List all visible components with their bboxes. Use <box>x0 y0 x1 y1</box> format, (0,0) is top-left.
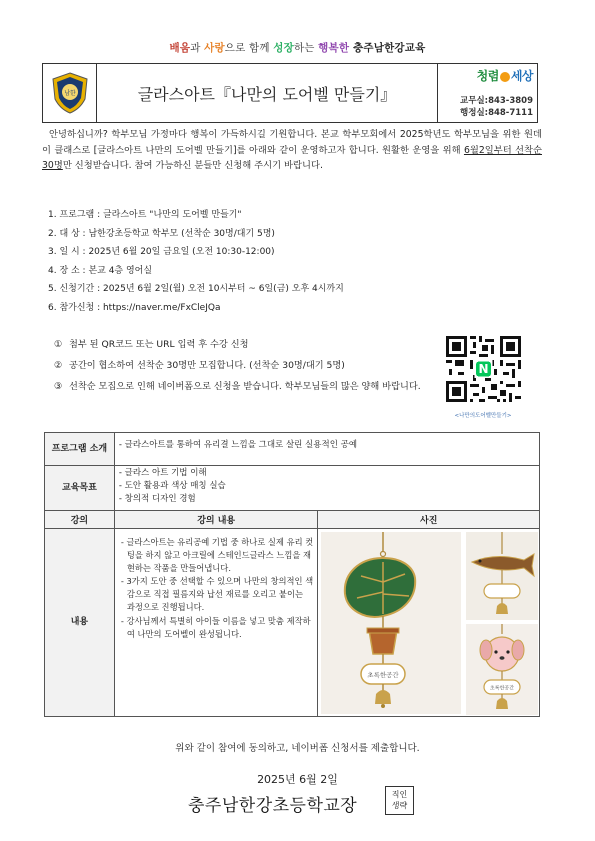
document-date: 2025년 6월 2일 <box>257 773 338 786</box>
brand-text: 세상 <box>510 69 533 83</box>
slogan-word-learning: 배움 <box>169 42 191 54</box>
slogan <box>0 40 595 55</box>
step-number: ③ <box>54 381 63 392</box>
content-description <box>114 529 318 717</box>
step-text: 선착순 모집으로 인해 네이버폼으로 신청을 받습니다. 학부모님들의 많은 양해 바랍니다. <box>69 381 421 392</box>
integrity-brand <box>477 67 533 84</box>
document-header <box>42 63 538 123</box>
detail-target: 2. 대 상 : 남한강초등학교 학부모 (선착순 30명/대기 5명) <box>48 228 275 239</box>
table-row <box>45 433 540 466</box>
svg-text:N: N <box>478 362 489 377</box>
content-item: - 3가지 도안 중 선택할 수 있으며 나만의 창의적인 색감으로 직접 필름지와 납선 재료를 오리고 붙이는 과정으로 진행됩니다. <box>120 576 314 613</box>
photo-name-tag: 초록한공간 <box>490 685 515 692</box>
official-seal-box <box>385 786 414 815</box>
program-details <box>48 206 344 318</box>
qr-caption: <나만의도어벨만들기> <box>454 413 512 419</box>
seal-text: 생략 <box>391 801 408 810</box>
slogan-word-love: 사랑 <box>204 42 225 54</box>
slogan-text: 으로 함께 <box>224 42 274 54</box>
slogan-text: 과 <box>190 42 205 54</box>
goal-list <box>114 466 539 511</box>
puppy-doorbell-photo <box>466 624 538 715</box>
intro-emphasis: 6월2일부터 선착순 30명 <box>42 144 542 172</box>
step-number: ① <box>54 339 63 350</box>
phone-numbers <box>460 96 533 119</box>
monstera-doorbell-photo <box>321 532 461 714</box>
detail-apply-link[interactable]: 6. 참가신청 : https://naver.me/FxCleJQa <box>48 302 221 313</box>
program-intro-text: - 글라스아트를 통하여 유리결 느낌을 그대로 살린 실용적인 공예 <box>114 433 539 466</box>
column-header-lecture: 강의 <box>45 511 115 529</box>
step-number: ② <box>54 360 63 371</box>
content-label: 내용 <box>45 529 115 717</box>
detail-period: 5. 신청기간 : 2025년 6월 2일(월) 오전 10시부터 ~ 6일(금) 오후 4시까지 <box>48 284 344 295</box>
content-item: - 강사님께서 특별히 아이들 이름을 넣고 맞춤 제작하여 나만의 도어벨이 완성됩니다. <box>120 615 311 639</box>
table-row <box>45 529 540 717</box>
photo-name-tag: 초록한공간 <box>367 671 400 679</box>
slogan-school: 충주남한강교육 <box>349 42 426 54</box>
intro-text: 만 신청받습니다. 참여 가능하신 분들만 신청해 주시기 바랍니다. <box>62 160 323 172</box>
school-emblem-icon <box>50 71 90 115</box>
phone-admin: 행정실:848-7111 <box>460 107 533 118</box>
school-logo <box>43 64 97 122</box>
brand-text: 청렴 <box>476 69 499 83</box>
phone-office: 교무실:843-3809 <box>460 96 533 107</box>
document-title: 글라스아트『나만의 도어벨 만들기』 <box>137 84 397 104</box>
slogan-word-growth: 성장 <box>273 42 294 54</box>
header-contact <box>437 64 537 122</box>
step-text: 첨부 된 QR코드 또는 URL 입력 후 수강 신청 <box>69 339 249 350</box>
svg-text:남한: 남한 <box>63 90 76 97</box>
principal-signature: 충주남한강초등학교장 <box>188 796 358 816</box>
goal-label: 교육목표 <box>45 466 115 511</box>
application-steps <box>54 336 424 395</box>
table-row <box>45 466 540 511</box>
photo-cell <box>318 529 540 717</box>
program-intro-label: 프로그램 소개 <box>45 433 115 466</box>
program-table <box>44 432 540 717</box>
step-item <box>54 336 424 353</box>
step-item <box>54 378 424 395</box>
detail-location: 4. 장 소 : 본교 4층 영어실 <box>48 265 153 276</box>
slogan-text: 하는 <box>293 42 319 54</box>
goal-item: - 글라스 아트 기법 이해 <box>118 468 207 478</box>
table-header-row <box>45 511 540 529</box>
smile-icon <box>500 72 510 82</box>
seal-text: 직인 <box>391 790 408 799</box>
step-text: 공간이 협소하여 선착순 30명만 모집합니다. (선착순 30명/대기 5명) <box>69 360 345 371</box>
slogan-word-happy: 행복한 <box>318 42 350 54</box>
step-item <box>54 357 424 374</box>
intro-text: 안녕하십니까? 학부모님 가정마다 행복이 가득하시길 기원합니다. 본교 학부모회에서 2025학년도 학부모님을 위한 원데이 클래스로 [글라스아트 나만의 도어벨 만들기]를 아래와 같이 운영하고자 합니다. 원활한 운영을 위해 <box>42 129 542 156</box>
goal-item: - 창의적 디자인 경험 <box>118 494 196 504</box>
qr-code[interactable] <box>443 333 524 405</box>
intro-paragraph <box>42 127 542 174</box>
fish-doorbell-photo <box>466 532 538 620</box>
consent-statement: 위와 같이 참여에 동의하고, 네이버폼 신청서를 제출합니다. <box>175 743 420 754</box>
goal-item: - 도안 활용과 색상 매칭 실습 <box>118 481 226 491</box>
detail-datetime: 3. 일 시 : 2025년 6월 20일 금요일 (오전 10:30-12:00) <box>48 247 275 258</box>
column-header-content: 강의 내용 <box>114 511 318 529</box>
detail-program: 1. 프로그램 : 글라스아트 "나만의 도어벨 만들기" <box>48 210 242 220</box>
column-header-photo: 사진 <box>318 511 540 529</box>
content-item: - 글라스아트는 유리공예 기법 중 하나로 실제 유리 컷팅을 하지 않고 아크릴에 스테인드글라스 느낌을 재현하는 작품을 만들어냅니다. <box>120 537 314 574</box>
